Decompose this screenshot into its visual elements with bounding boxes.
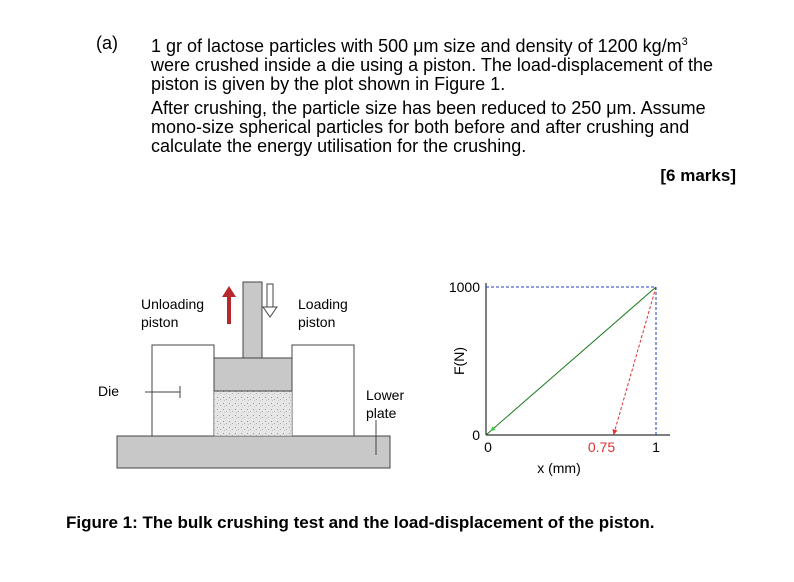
unloading-arrow-icon — [222, 286, 236, 324]
series-loading-line — [486, 287, 656, 435]
y-tick-label: 0 — [472, 427, 480, 443]
die-right-wall — [292, 345, 354, 436]
x-tick-label: 0.75 — [587, 439, 616, 455]
para2-line2: mono-size spherical particles for both before and after crushing and — [151, 117, 690, 137]
piston-head — [214, 358, 292, 391]
series-unloading-line — [614, 287, 657, 435]
question-label: (a) — [96, 33, 118, 53]
x-tick-label: 1 — [652, 439, 660, 455]
y-tick-label: 1000 — [448, 279, 480, 295]
die-left-wall — [152, 345, 214, 436]
piston-rod — [243, 282, 262, 358]
lower-plate — [117, 436, 390, 468]
marks-label: [6 marks] — [660, 166, 736, 185]
para2-line1: After crushing, the particle size has been reduced to 250 μm. Assume — [151, 98, 706, 118]
loading-arrow-icon — [263, 284, 277, 317]
figure-caption: Figure 1: The bulk crushing test and the load-displacement of the piston. — [66, 513, 655, 532]
x-tick-label: 0 — [484, 439, 492, 455]
powder-bed — [214, 391, 292, 436]
die-label: Die — [98, 383, 120, 399]
para2-line3: calculate the energy utilisation for the crushing. — [151, 136, 527, 156]
x-axis-label: x (mm) — [537, 460, 581, 476]
para1-line1: 1 gr of lactose particles with 500 μm size and density of 1200 $kg/m^3$ — [151, 36, 688, 56]
unloading-arrowhead-icon — [612, 429, 617, 435]
y-axis-label: F(N) — [451, 347, 467, 375]
para1-line3: piston is given by the plot shown in Figure 1. — [151, 74, 506, 94]
load-displacement-chart — [430, 270, 690, 490]
para1-line2: were crushed inside a die using a piston. The load-displacement of the — [151, 55, 714, 75]
loading-piston-label: Loading piston — [298, 296, 348, 330]
lower-plate-label: Lower plate — [366, 387, 405, 421]
unloading-piston-label: Unloading piston — [141, 296, 205, 330]
